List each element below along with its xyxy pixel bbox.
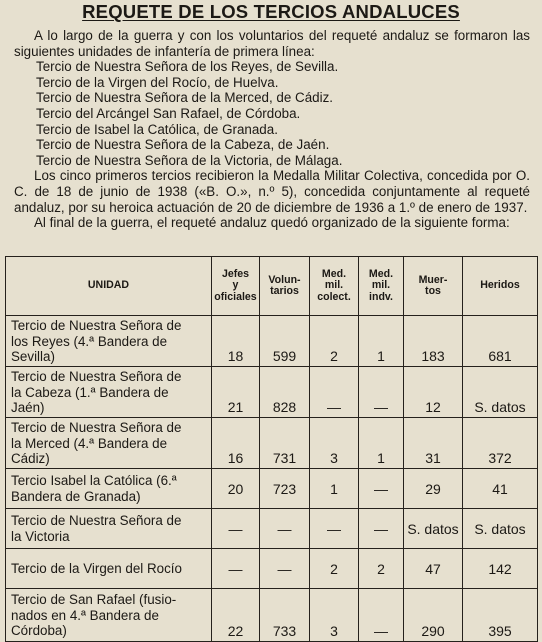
cell-med-colect: — — [310, 367, 359, 418]
cell-voluntarios: 731 — [260, 418, 310, 469]
cell-muertos: 290 — [404, 589, 463, 642]
cell-unidad: Tercio de Nuestra Señora de los Reyes (4.ª Bandera de Sevilla) — [6, 316, 212, 367]
cell-muertos: S. datos — [404, 509, 463, 549]
cell-jefes: — — [212, 509, 260, 549]
cell-jefes: 16 — [212, 418, 260, 469]
cell-heridos: S. datos — [463, 509, 538, 549]
cell-voluntarios: — — [260, 509, 310, 549]
unit-list-item: Tercio de la Virgen del Rocío, de Huelva. — [36, 74, 279, 90]
cell-med-colect: — — [310, 509, 359, 549]
header-muertos: Muer- tos — [404, 257, 463, 316]
cell-muertos: 31 — [404, 418, 463, 469]
table-row — [6, 469, 538, 509]
cell-jefes: 18 — [212, 316, 260, 367]
intro-paragraph: A lo largo de la guerra y con los voluntarios del requeté andaluz se formaron las siguientes unidades de infantería de primera línea: — [14, 28, 530, 59]
cell-jefes: — — [212, 549, 260, 589]
unit-list-item: Tercio de Nuestra Señora de los Reyes, de Sevilla. — [36, 59, 339, 75]
cell-heridos: 395 — [463, 589, 538, 642]
cell-heridos: S. datos — [463, 367, 538, 418]
cell-med-indv: — — [359, 589, 404, 642]
cell-med-colect: 2 — [310, 316, 359, 367]
cell-med-indv: — — [359, 469, 404, 509]
unit-list-item: Tercio de Nuestra Señora de la Victoria, de Málaga. — [36, 152, 343, 168]
header-voluntarios: Volun- tarios — [260, 257, 310, 316]
medal-paragraph: Los cinco primeros tercios recibieron la Medalla Militar Colectiva, concedida por O. C. de 18 de junio de 1938 («B. O.», n.º 5), concedida conjuntamente al requeté andaluz, por su heroica actuación de 20 de diciembre de 1936 a 1.º de enero de 1937. — [14, 168, 530, 215]
cell-voluntarios: 599 — [260, 316, 310, 367]
cell-med-colect: 3 — [310, 589, 359, 642]
unit-list-item: Tercio de Nuestra Señora de la Merced, de Cádiz. — [36, 90, 333, 106]
cell-unidad: Tercio de Nuestra Señora de la Victoria — [6, 509, 212, 549]
cell-med-indv: 2 — [359, 549, 404, 589]
cell-unidad: Tercio de Nuestra Señora de la Cabeza (1.ª Bandera de Jaén) — [6, 367, 212, 418]
cell-med-indv: — — [359, 367, 404, 418]
cell-med-colect: 3 — [310, 418, 359, 469]
cell-muertos: 29 — [404, 469, 463, 509]
table-row — [6, 589, 538, 642]
cell-voluntarios: 723 — [260, 469, 310, 509]
cell-heridos: 681 — [463, 316, 538, 367]
cell-med-indv: — — [359, 509, 404, 549]
cell-heridos: 41 — [463, 469, 538, 509]
unit-list-item: Tercio del Arcángel San Rafael, de Córdoba. — [36, 105, 301, 121]
cell-unidad: Tercio de Nuestra Señora de la Merced (4.ª Bandera de Cádiz) — [6, 418, 212, 469]
cell-unidad: Tercio de San Rafael (fusio- nados en 4.ª Bandera de Córdoba) — [6, 589, 212, 642]
cell-heridos: 372 — [463, 418, 538, 469]
header-heridos: Heridos — [463, 257, 538, 316]
header-unidad: UNIDAD — [6, 257, 212, 316]
cell-voluntarios: — — [260, 549, 310, 589]
cell-voluntarios: 828 — [260, 367, 310, 418]
cell-unidad: Tercio Isabel la Católica (6.ª Bandera de Granada) — [6, 469, 212, 509]
cell-muertos: 12 — [404, 367, 463, 418]
cell-heridos: 142 — [463, 549, 538, 589]
page-title: REQUETE DE LOS TERCIOS ANDALUCES — [82, 1, 460, 22]
closing-paragraph: Al final de la guerra, el requeté andaluz quedó organizado de la siguiente forma: — [34, 215, 510, 231]
table-row — [6, 509, 538, 549]
table-header-row — [6, 257, 538, 316]
unit-list-item: Tercio de Isabel la Católica, de Granada. — [36, 121, 278, 137]
cell-muertos: 183 — [404, 316, 463, 367]
unit-list-item: Tercio de Nuestra Señora de la Cabeza, de Jaén. — [36, 137, 330, 153]
cell-med-colect: 2 — [310, 549, 359, 589]
table-row — [6, 367, 538, 418]
header-jefes: Jefes y oficiales — [212, 257, 260, 316]
table-row — [6, 316, 538, 367]
cell-jefes: 20 — [212, 469, 260, 509]
header-med-colect: Med. mil. colect. — [310, 257, 359, 316]
cell-med-indv: 1 — [359, 316, 404, 367]
units-table — [5, 256, 538, 642]
cell-voluntarios: 733 — [260, 589, 310, 642]
table-row — [6, 418, 538, 469]
cell-jefes: 21 — [212, 367, 260, 418]
cell-med-colect: 1 — [310, 469, 359, 509]
body-text — [14, 28, 530, 231]
cell-muertos: 47 — [404, 549, 463, 589]
cell-med-indv: 1 — [359, 418, 404, 469]
cell-unidad: Tercio de la Virgen del Rocío — [6, 549, 212, 589]
table-row — [6, 549, 538, 589]
header-med-indv: Med. mil. indv. — [359, 257, 404, 316]
cell-jefes: 22 — [212, 589, 260, 642]
